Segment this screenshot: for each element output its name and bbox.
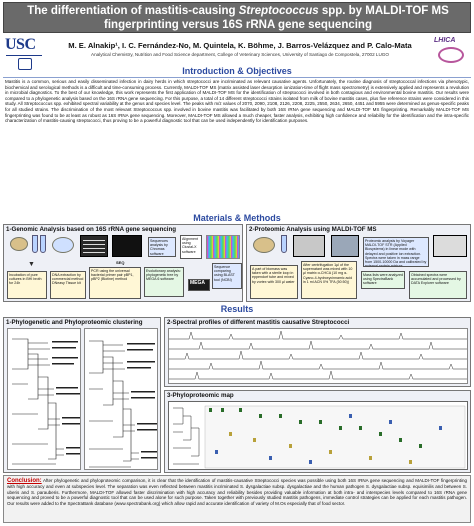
- results-panel-map: [164, 390, 471, 473]
- phyloproteomic-tree: [84, 328, 158, 470]
- sequence-tag: SEQ: [116, 260, 125, 265]
- phylogenetic-tree-drawing: [8, 329, 81, 470]
- panel-title: 1-Genomic Analysis based on 16S rRNA gene sequencing: [6, 226, 177, 233]
- usc-logo-text: USC: [5, 36, 36, 53]
- phyloproteomic-map-drawing: [169, 402, 468, 470]
- authors: M. E. Alnakip¹, I. C. Fernández-No, M. Quintela, K. Böhme, J. Barros-Velázquez and P. Calo-Mata: [68, 41, 412, 50]
- step-sequence-analysis: Sequences analysis by Chromas software: [148, 237, 176, 257]
- title-band: [3, 2, 471, 33]
- lab-logo-text: LHICA: [434, 37, 456, 44]
- step-spectrabank: Mass lists were analyzed using SpectraBank software: [361, 271, 405, 289]
- section-rule: [3, 77, 471, 78]
- maldi-instrument-image: [433, 235, 467, 257]
- step-evolutionary-analysis: Evolutionary analysis: phylogenetic tree by MEGA 6 software: [144, 267, 184, 297]
- methods-panel-proteomic: [246, 224, 471, 302]
- lab-logo-mark: [438, 47, 464, 63]
- step-incubation: Incubation of pure cultures in BHI broth for 24h: [7, 271, 47, 299]
- conclusion-text: After phylogenetic and phyloproteomic comparison, it is clear that the identification of mastitis-causative Streptococci species was possible using both 16S rRNA gene sequencing and MALDI-TOF fingerprinting with high accuracy and even at subspecies level. The separation was even reflected between mastitis incriminated S. dysgalactiae subsp. dysgalactiae and the human pathogen S. dysgalactiae subsp. equisimilis and between S. uberis and S. parauberis. Furthermore, MALDI-TOF allowed faster discrimination with high accuracy and reliability besides providing valuable information at both intra- and interspecies levels compared to 16S rRNA gene sequencing and proved to be a powerful diagnostic tool that can be used alone for such purpose. Taken together with previously studied mastitis pathogens, immediate control strategies can be applied for each mastitis pathogen. Our results were added to the SpectraBank database (www.spectrabank.org) which allow rapid and accurate identification of variety of M.Os especially that of food sector.: [7, 478, 467, 506]
- results-panel-spectra: [164, 317, 471, 387]
- conclusion-box: [3, 475, 471, 523]
- step-matrix: After centrifugation 1µl of the supernatant was mixed with 10 µl matrix α-CHCA (10 mg α-Cyano-4-hydroxycinnamic acid in 1 ml ACN 0% TFA (50:50)): [301, 261, 357, 299]
- centrifuge-image: [293, 235, 325, 257]
- section-title-methods: Materials & Methods: [193, 213, 281, 223]
- conclusion-label: Conclusion:: [7, 478, 42, 484]
- methods-panel-genomic: [3, 224, 243, 302]
- spectra-image: [168, 328, 468, 384]
- step-maldi-analysis: Proteomic analysis by Voyager MALDI-TOF STR (Applied Biosystems) in linear mode with delayed and positive ion extraction. Spectra were taken in mass range from 1500-10000 Da and calibrated by external protein mixture: [363, 237, 429, 267]
- step-pcr: PCR using the universal bacterial primer pair pBP1, pBP2 (Biotine) method: [89, 267, 141, 299]
- step-blast: Sequence comparing using BLAST tool (NCBI): [212, 263, 242, 289]
- panel-title: 2-Spectral profiles of different mastitis causative Streptococci: [167, 319, 350, 326]
- panel-title: 2-Proteomic Analysis using MALDI-TOF MS: [249, 226, 377, 233]
- section-title-results: Results: [220, 304, 254, 314]
- intro-text: Mastitis is a common, serious and easily disseminated infection in dairy herds in which streptococci are incriminated as relevant causative agents. Unfortunately, the routine diagnosis of streptococcal infections via phenotypic, biochemical and serological methods is a difficult and time-consuming process. Currently, MALDI-TOF MS (matrix assisted laser desorption ionization-time of flight mass spectrometry) is extensively applied and represents a revolution in microbial diagnostics. To the best of our knowledge, this work represents the first application of MALDI-TOF MS for the identification of streptococci involved in both contagious and environmental bovine mastitis. Our results were compared to a phylogenetic analysis based on the 16S rRNA gene sequencing. For this purpose, a total of 14 different streptococci strains isolated from milk of bovine mastitis cases, plus five reference strains were considered in this study. All Streptococcus spp. exhibited spectral variability at the genus and species level. The peaks with m/z values of 2070, 2090, 2108, 2126, 2208, 2225, 2550, 2634, 2650, 4451 and 5955 were determined as genus-specific peaks for all studied strains. The discrimination of the most relevant Streptococcus spp. involved in bovine mastitis was facilitated by both 16S rRNA gene sequencing and MALDI-TOF MS fingerprinting. Remarkably MALDI-TOF MS fingerprinting was found to be at least as robust as 16S rRNA gene sequencing. Moreover, MALDI-TOF MS allowed a much cheaper, faster analysis, exhibiting high confidence and reliability for the identification and the intra-specific characterization of mastitis-causing streptococci, thus proving to be a powerful diagnostic tool that can be used independently for identification purposes.: [5, 79, 469, 124]
- mega-logo: MEGA: [188, 279, 210, 291]
- spectra-drawing: [169, 329, 468, 384]
- culture-plate-icon: [253, 237, 275, 253]
- pcr-machine-image: [112, 235, 142, 257]
- phylogenetic-tree: [7, 328, 81, 470]
- panel-title: 1-Phylogenetic and Phyloproteomic clustering: [6, 319, 143, 326]
- phyloproteomic-map: [168, 401, 468, 470]
- step-alignment: Alignment using Clustal-X software: [180, 235, 202, 259]
- panel-title: 3-Phyloproteomic map: [167, 392, 234, 399]
- target-plate-image: [331, 235, 359, 257]
- title-line-1: The differentiation of mastitis-causing Streptococcus spp. by MALDI-TOF MS: [27, 5, 449, 17]
- section-title-intro: Introduction & Objectives: [182, 66, 292, 76]
- results-panel-clustering: [3, 317, 161, 473]
- culture-plate-icon: [10, 237, 28, 251]
- tube-icon: [32, 235, 38, 253]
- tube-icon: [40, 235, 46, 253]
- chromatogram-image: [206, 235, 240, 259]
- arrow-icon: ▼: [28, 261, 35, 268]
- gel-image: [80, 235, 108, 257]
- title-line-2: fingerprinting versus 16S rRNA gene sequencing: [104, 19, 372, 31]
- extraction-kit-icon: [52, 237, 74, 253]
- phyloproteomic-tree-drawing: [85, 329, 158, 470]
- affiliation: Analytical Chemistry, Nutrition and Food Science department, College of Veterinary Sciences, University of Santiago de Compostela, 27002 LUGO: [91, 52, 389, 57]
- step-dna-extraction: DNA extraction by commercial method DNeasy Tissue kit: [50, 271, 86, 299]
- lab-logo: [434, 37, 470, 67]
- step-biomass: A part of biomass was taken with a sterile loop in eppendorf tube and mixed by vortex with 300 µl water: [250, 265, 298, 299]
- eppendorf-icon: [281, 235, 287, 253]
- step-data-explorer: Obtained spectra were accumulated and processed by DATA Explorer software: [409, 271, 467, 299]
